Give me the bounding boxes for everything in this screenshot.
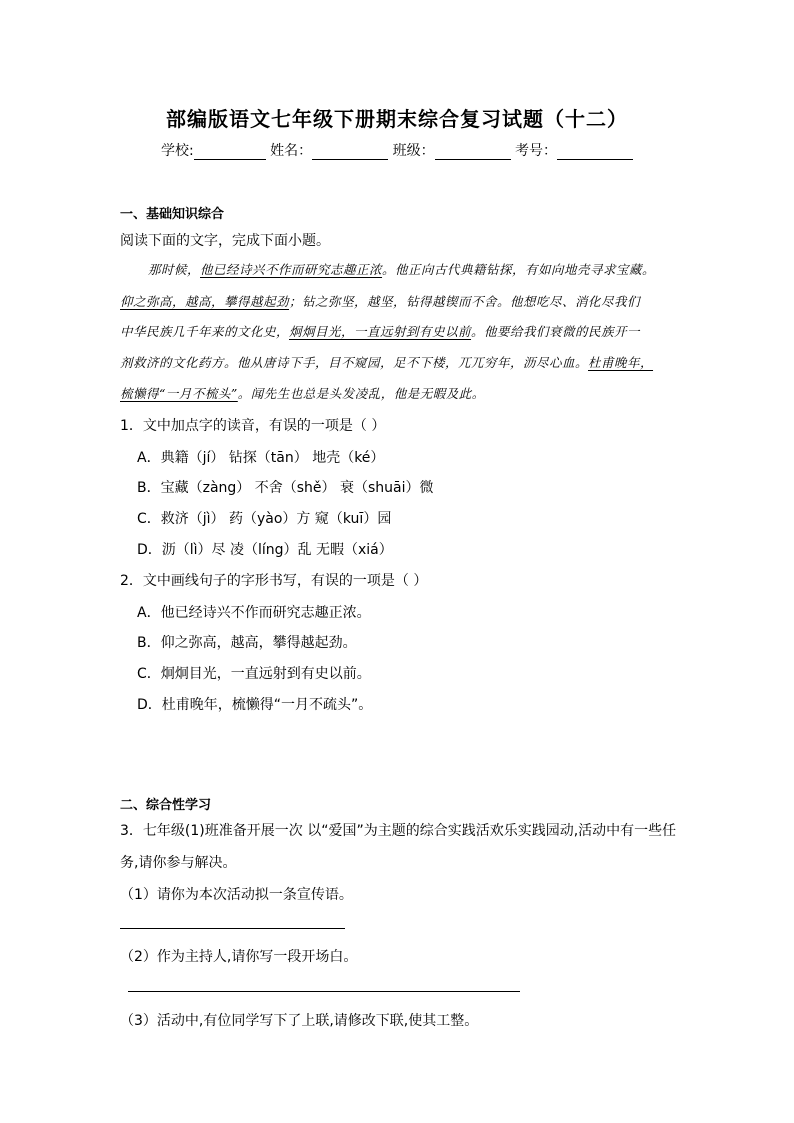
page-title: 部编版语文七年级下册期末综合复习试题（十二） bbox=[166, 107, 628, 131]
passage-text: 剂救济的文化药方。他从唐诗下手，目不窥园，足不下楼，兀兀穷年，沥尽心血。 bbox=[120, 355, 589, 370]
passage-text: 中华民族几千年来的文化史， bbox=[120, 324, 290, 339]
passage-text: 。闻先生也总是头发凌乱，他是无暇及此。 bbox=[237, 386, 485, 401]
passage-line-1 bbox=[148, 260, 655, 278]
passage-text: ；钻之弥坚，越坚，钻得越锲而不舍。他想吃尽、消化尽我们 bbox=[289, 294, 641, 309]
student-info-line bbox=[0, 140, 794, 160]
q3-sub-1: （1）请你为本次活动拟一条宣传语。 bbox=[120, 887, 353, 903]
passage-line-2 bbox=[120, 292, 640, 310]
underlined-sentence-b: 仰之弥高，越高，攀得越起劲 bbox=[120, 294, 290, 309]
question-1-stem: 1．文中加点字的读音，有误的一项是（ ） bbox=[120, 418, 386, 434]
q3-sub-2: （2）作为主持人,请你写一段开场白。 bbox=[120, 949, 358, 965]
question-3-line-2: 务,请你参与解决。 bbox=[120, 855, 237, 871]
number-blank[interactable] bbox=[557, 145, 633, 160]
q2-option-c[interactable]: C．炯炯目光，一直远射到有史以前。 bbox=[137, 666, 371, 682]
underlined-sentence-d-start: 杜甫晚年， bbox=[588, 355, 654, 370]
underlined-sentence-d-end: 梳懒得“一月不梳头” bbox=[120, 386, 238, 401]
q1-option-a[interactable]: A．典籍（jí） 钻探（tān） 地壳（ké） bbox=[137, 450, 385, 466]
q1-option-d[interactable]: D．沥（lì）尽 凌（líng）乱 无暇（xiá） bbox=[137, 542, 393, 558]
passage-line-4 bbox=[120, 353, 653, 371]
q1-option-c[interactable]: C．救济（jì） 药（yào）方 窥（kuī）园 bbox=[137, 511, 392, 527]
passage-text: 。他要给我们衰微的民族开一 bbox=[471, 324, 641, 339]
answer-line-2[interactable] bbox=[128, 991, 520, 992]
passage-line-5 bbox=[120, 384, 485, 402]
section2-heading: 二、综合性学习 bbox=[120, 798, 212, 813]
school-blank[interactable] bbox=[194, 145, 266, 160]
q2-option-b[interactable]: B．仰之弥高，越高，攀得越起劲。 bbox=[137, 635, 357, 651]
class-label: 班级： bbox=[392, 143, 435, 159]
number-label: 考号： bbox=[515, 143, 558, 159]
q2-option-a[interactable]: A．他已经诗兴不作而研究志趣正浓。 bbox=[137, 605, 371, 621]
passage-line-3 bbox=[120, 322, 640, 340]
section1-heading: 一、基础知识综合 bbox=[120, 207, 225, 222]
underlined-sentence-c: 炯炯目光，一直远射到有史以前 bbox=[289, 324, 472, 339]
question-2-stem: 2．文中画线句子的字形书写，有误的一项是（ ） bbox=[120, 573, 428, 589]
answer-line-1[interactable] bbox=[120, 928, 345, 929]
q1-option-b[interactable]: B．宝藏（zàng） 不舍（shě） 衰（shuāi）微 bbox=[137, 480, 434, 496]
class-blank[interactable] bbox=[435, 145, 511, 160]
name-label: 姓名： bbox=[270, 143, 313, 159]
school-label: 学校: bbox=[160, 143, 194, 159]
q3-sub-3: （3）活动中,有位同学写下了上联,请修改下联,使其工整。 bbox=[120, 1013, 479, 1029]
section1-instruction: 阅读下面的文字，完成下面小题。 bbox=[120, 233, 330, 249]
passage-text: 那时候， bbox=[148, 262, 201, 277]
name-blank[interactable] bbox=[312, 145, 388, 160]
passage-text: 。他正向古代典籍钻探，有如向地壳寻求宝藏。 bbox=[382, 262, 656, 277]
q2-option-d[interactable]: D．杜甫晚年，梳懒得“一月不疏头”。 bbox=[137, 697, 373, 713]
underlined-sentence-a: 他已经诗兴不作而研究志趣正浓 bbox=[200, 262, 383, 277]
question-3-line-1: 3．七年级(1)班准备开展一次 以“爱国”为主题的综合实践活欢乐实践园动,活动中有一些任 bbox=[120, 823, 677, 839]
